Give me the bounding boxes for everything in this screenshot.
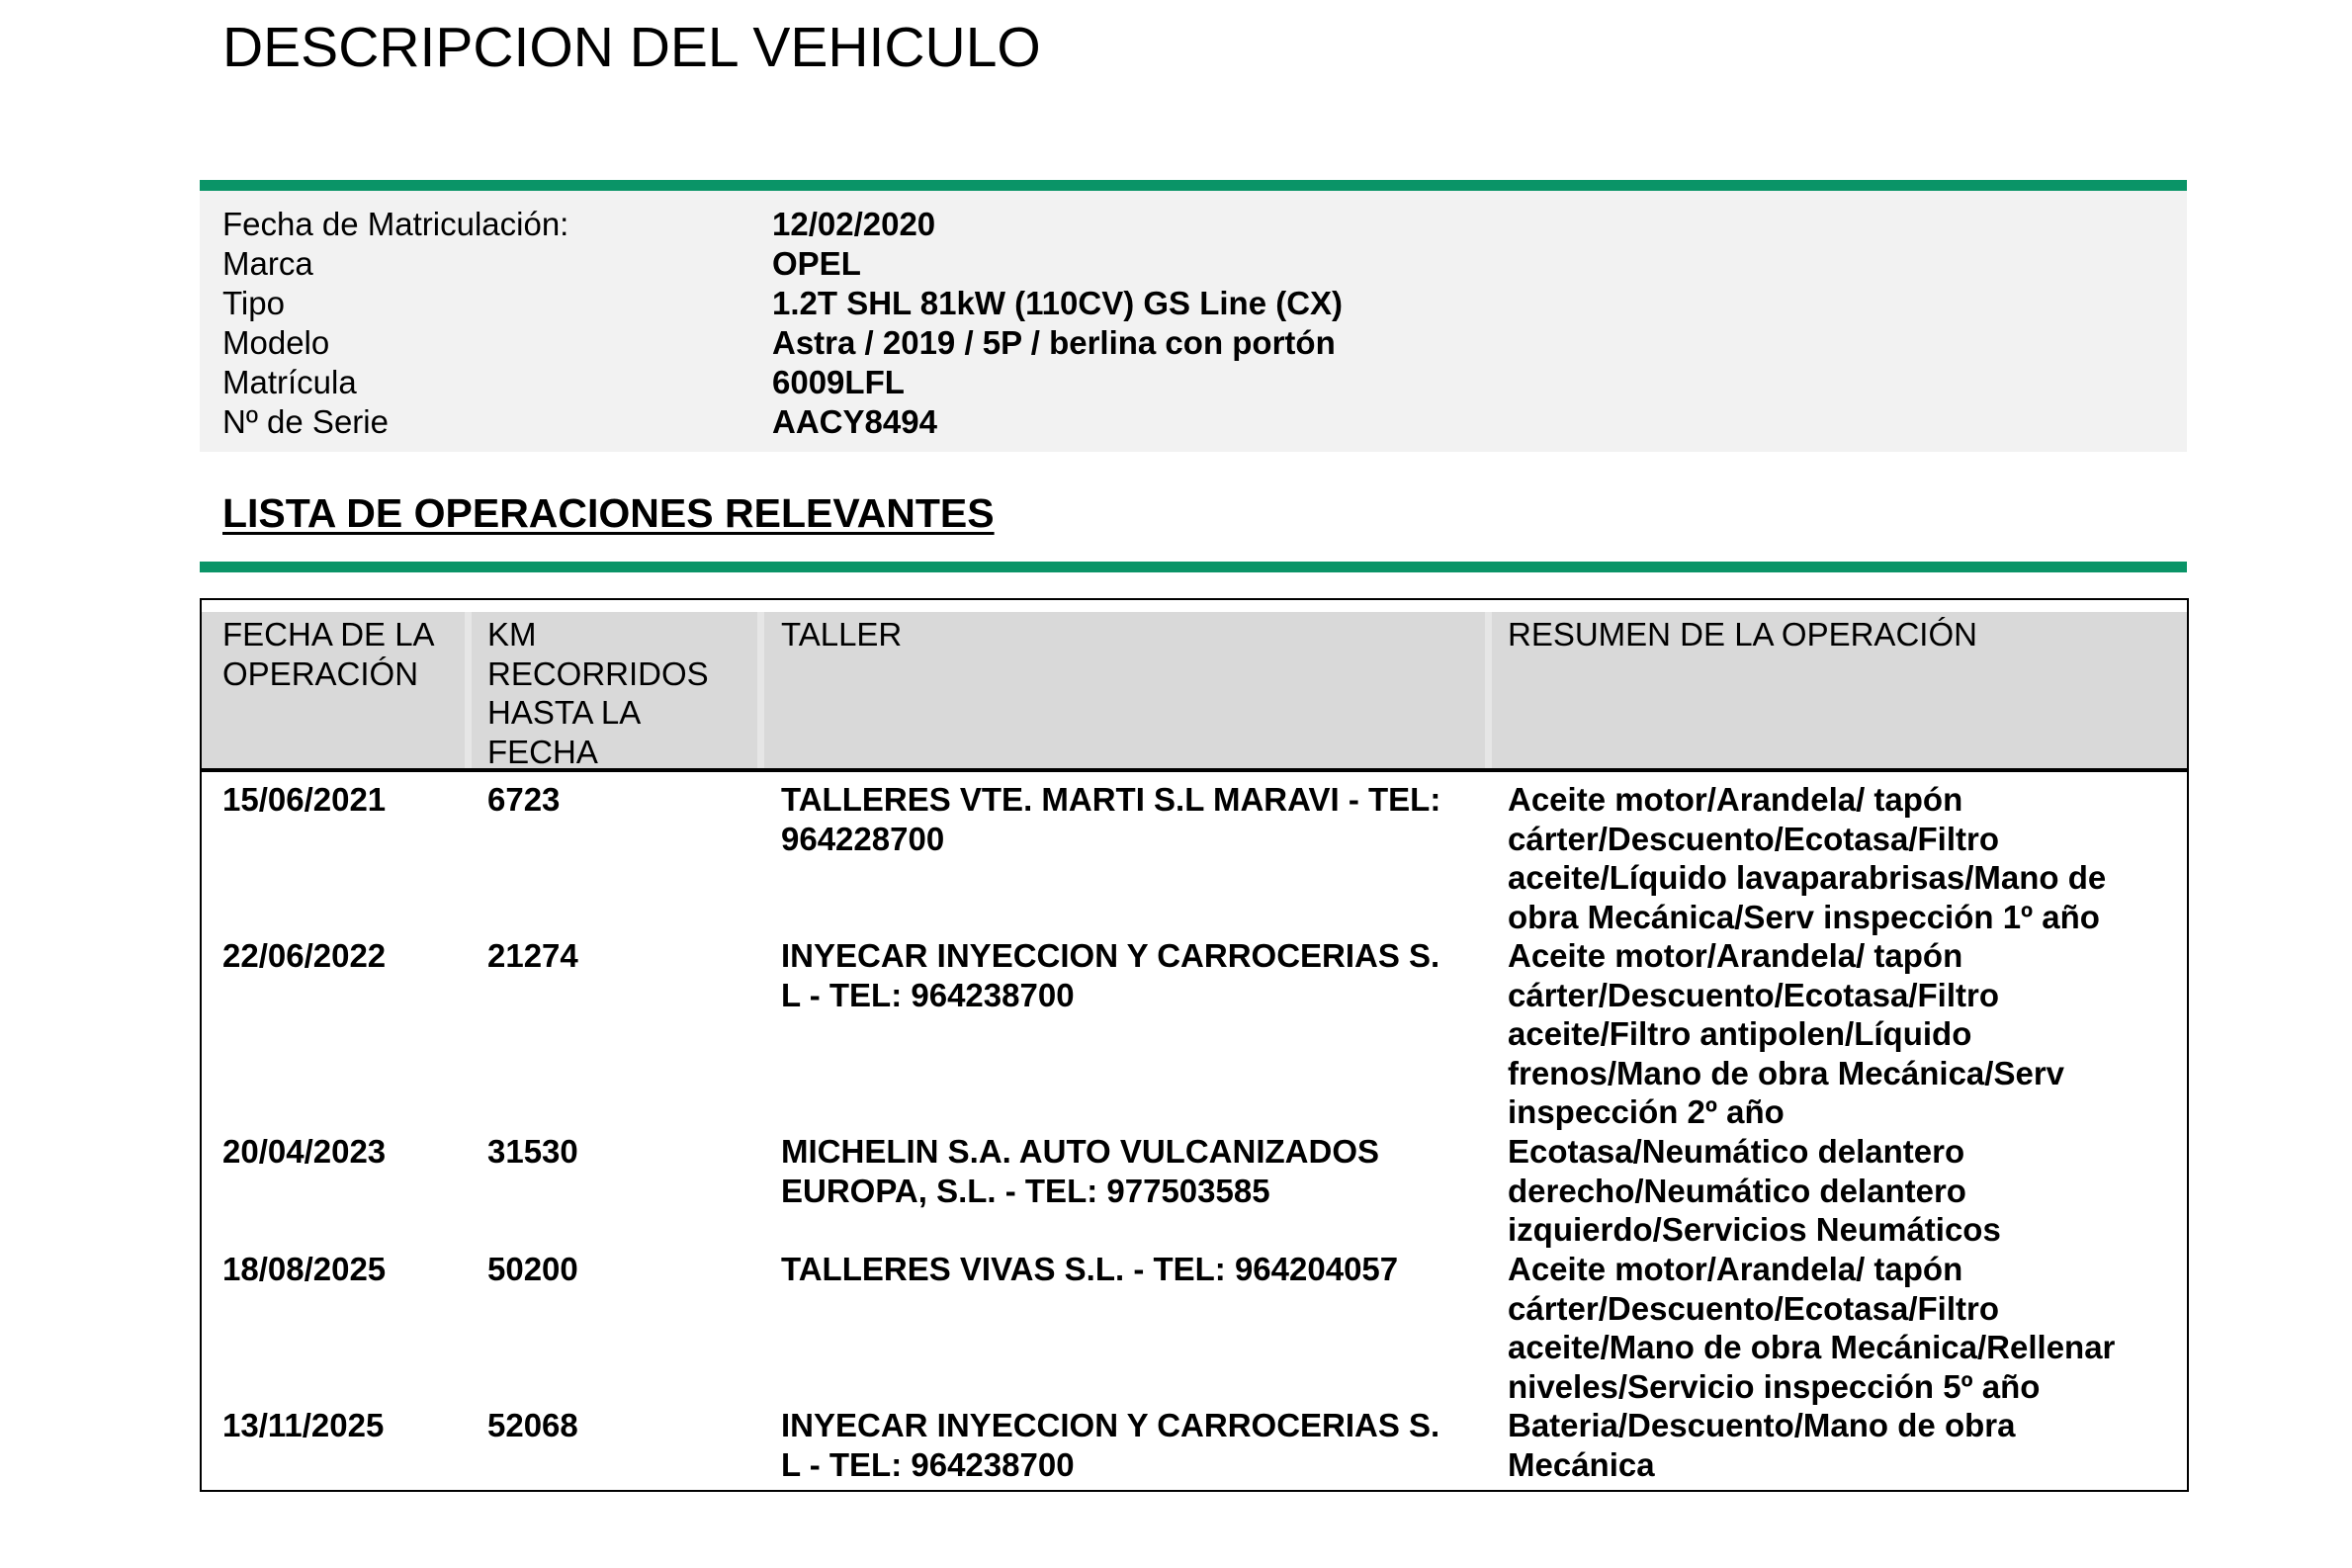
row-taller: INYECAR INYECCION Y CARROCERIAS S. L - TEL: 964238700 xyxy=(781,937,1440,1013)
field-label: Marca xyxy=(222,245,313,282)
row-resumen: Bateria/Descuento/Mano de obra Mecánica xyxy=(1508,1407,2016,1483)
field-label: Matrícula xyxy=(222,364,357,400)
row-km: 52068 xyxy=(487,1407,578,1443)
field-value: 12/02/2020 xyxy=(772,206,936,242)
field-value: 6009LFL xyxy=(772,364,905,400)
operations-section-title: LISTA DE OPERACIONES RELEVANTES xyxy=(222,490,995,536)
field-value: OPEL xyxy=(772,245,861,282)
row-taller: MICHELIN S.A. AUTO VULCANIZADOS EUROPA, S.L. - TEL: 977503585 xyxy=(781,1133,1380,1209)
table-header xyxy=(202,600,2187,772)
row-resumen: Aceite motor/Arandela/ tapón cárter/Descuento/Ecotasa/Filtro aceite/Líquido lavaparabrisas/Mano de obra Mecánica/Serv inspección 1º año xyxy=(1508,781,2107,935)
column-header-fecha: FECHA DE LA OPERACIÓN xyxy=(222,616,435,692)
column-header-resumen: RESUMEN DE LA OPERACIÓN xyxy=(1508,616,1977,653)
row-fecha: 20/04/2023 xyxy=(222,1133,387,1170)
field-label: Modelo xyxy=(222,324,330,361)
field-label: Fecha de Matriculación: xyxy=(222,206,569,242)
column-header-km: KM RECORRIDOS HASTA LA FECHA xyxy=(487,616,709,770)
operations-table xyxy=(200,598,2189,1492)
row-resumen: Aceite motor/Arandela/ tapón cárter/Descuento/Ecotasa/Filtro aceite/Filtro antipolen/Líquido frenos/Mano de obra Mecánica/Serv inspección 2º año xyxy=(1508,937,2065,1130)
row-fecha: 22/06/2022 xyxy=(222,937,387,974)
row-taller: TALLERES VIVAS S.L. - TEL: 964204057 xyxy=(781,1251,1399,1287)
field-label: Tipo xyxy=(222,285,285,321)
field-label: Nº de Serie xyxy=(222,403,389,440)
operations-top-rule xyxy=(200,562,2187,572)
row-km: 31530 xyxy=(487,1133,578,1170)
row-fecha: 15/06/2021 xyxy=(222,781,387,818)
row-taller: INYECAR INYECCION Y CARROCERIAS S. L - TEL: 964238700 xyxy=(781,1407,1440,1483)
row-fecha: 13/11/2025 xyxy=(222,1407,385,1443)
row-km: 6723 xyxy=(487,781,561,818)
row-km: 50200 xyxy=(487,1251,578,1287)
field-value: 1.2T SHL 81kW (110CV) GS Line (CX) xyxy=(772,285,1344,321)
row-resumen: Aceite motor/Arandela/ tapón cárter/Descuento/Ecotasa/Filtro aceite/Mano de obra Mecánica/Rellenar niveles/Servicio inspección 5º año xyxy=(1508,1251,2116,1405)
vehicle-description-panel xyxy=(200,191,2187,452)
field-value: AACY8494 xyxy=(772,403,937,440)
page-title: DESCRIPCION DEL VEHICULO xyxy=(222,16,1041,79)
row-taller: TALLERES VTE. MARTI S.L MARAVI - TEL: 964228700 xyxy=(781,781,1441,857)
row-km: 21274 xyxy=(487,937,578,974)
row-resumen: Ecotasa/Neumático delantero derecho/Neumático delantero izquierdo/Servicios Neumáticos xyxy=(1508,1133,2001,1248)
vehicle-top-rule xyxy=(200,180,2187,191)
field-value: Astra / 2019 / 5P / berlina con portón xyxy=(772,324,1336,361)
row-fecha: 18/08/2025 xyxy=(222,1251,387,1287)
column-header-taller: TALLER xyxy=(781,616,903,653)
